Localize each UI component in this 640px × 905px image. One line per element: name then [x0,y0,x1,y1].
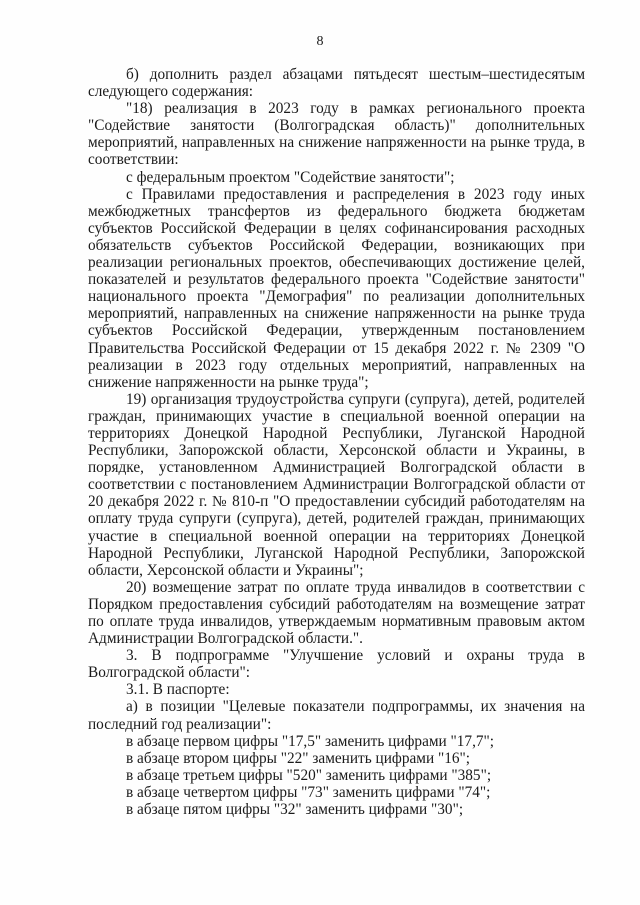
paragraph-rules: с Правилами предоставления и распределения в 2023 году иных межбюджетных трансфертов из федерального бюджета бюджетам субъектов Российской Федерации в целях софинансирования расходных обязательств субъектов Российской Федерации, возникающих при реализации региональных проектов, обеспечивающих достижение целей, показателей и результатов федерального проекта "Содействие занятости" национального проекта "Демография" по реализации дополнительных мероприятий, направленных на снижение напряженности на рынке труда субъектов Российской Федерации, утвержденным постановлением Правительства Российской Федерации от 15 декабря 2022 г. № 2309 "О реализации в 2023 году отдельных мероприятий, направленных на снижение напряженности на рынке труда"; [88,185,585,391]
paragraph-replace-first: в абзаце первом цифры "17,5" заменить цифрами "17,7"; [126,732,495,750]
document-body [88,66,585,818]
paragraph-b-add-section: б) дополнить раздел абзацами пятьдесят шестым–шестидесятым следующего содержания: [88,66,585,101]
paragraph-replace-fourth: в абзаце четвертом цифры "73" заменить цифрами "74"; [126,783,491,801]
page-number: 8 [316,34,324,49]
paragraph-item-19: 19) организация трудоустройства супруги (супруга), детей, родителей граждан, принимающих участие в специальной военной операции на территориях Донецкой Народной Республики, Луганской Народной Республики, Запорожской области, Херсонской области и Украины, в порядке, установленном Администрацией Волгоградской области в соответствии с постановлением Администрации Волгоградской области от 20 декабря 2022 г. № 810-п "О предоставлении субсидий работодателям на оплату труда супруги (супруга), детей, родителей граждан, принимающих участие в специальной военной операции на территориях Донецкой Народной Республики, Луганской Народной Республики, Запорожской области, Херсонской области и Украины"; [88,390,585,579]
paragraph-replace-second: в абзаце втором цифры "22" заменить цифрами "16"; [126,749,470,767]
paragraph-section-3: 3. В подпрограмме "Улучшение условий и охраны труда в Волгоградской области": [88,647,585,682]
paragraph-replace-third: в абзаце третьем цифры "520" заменить цифрами "385"; [126,766,492,784]
paragraph-position-a: а) в позиции "Целевые показатели подпрограммы, их значения на последний год реализации": [88,698,585,733]
paragraph-section-3-1: 3.1. В паспорте: [126,681,230,699]
paragraph-federal-project: с федеральным проектом "Содействие занятости"; [126,168,455,186]
paragraph-item-20: 20) возмещение затрат по оплате труда инвалидов в соответствии с Порядком предоставления субсидий работодателям на возмещение затрат по оплате труда инвалидов, утверждаемым нормативным правовым актом Администрации Волгоградской области.". [88,578,585,648]
paragraph-replace-fifth: в абзаце пятом цифры "32" заменить цифрами "30"; [126,801,464,819]
paragraph-item-18: "18) реализация в 2023 году в рамках регионального проекта "Содействие занятости (Волгоградская область)" дополнительных мероприятий, направленных на снижение напряженности на рынке труда, в соответствии: [88,100,585,169]
